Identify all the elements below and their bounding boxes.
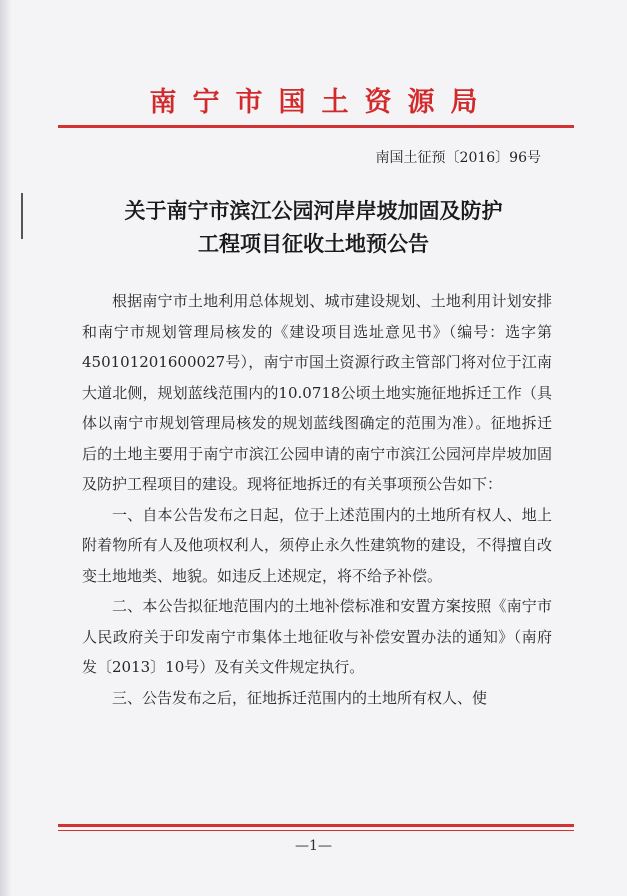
notice-title: [0, 194, 627, 260]
paragraph-item-1: 一、自本公告发布之日起，位于上述范围内的土地所有权人、地上附着物所有人及他项权利人，须停止永久性建筑物的建设，不得擅自改变土地地类、地貌。如违反上述规定，将不给予补偿。: [82, 505, 552, 585]
paragraph-item-3: 三、公告发布之后，征地拆迁范围内的土地所有权人、使: [112, 688, 488, 707]
page-edge-shadow: [0, 0, 12, 896]
red-footer-rule-thick: [58, 824, 574, 827]
agency-header: 南宁市国土资源局: [149, 87, 494, 118]
notice-body: [82, 286, 552, 713]
paragraph-item-2: 二、本公告拟征地范围内的土地补偿标准和安置方案按照《南宁市人民政府关于印发南宁市集体土地征收与补偿安置办法的通知》（南府发〔2013〕10号）及有关文件规定执行。: [82, 597, 552, 676]
red-header-rule: [58, 125, 574, 128]
notice-title-line-1: 关于南宁市滨江公园河岸岸坡加固及防护: [124, 198, 503, 223]
paragraph-intro: 根据南宁市土地利用总体规划、城市建设规划、土地利用计划安排和南宁市规划管理局核发的《建设项目选址意见书》（编号：选字第450101201600027号），南宁市国土资源行政主管部门将对位于江南大道北侧，规划蓝线范围内的10.0718公顷土地实施征地拆迁工作（具体以南宁市规划管理局核发的规划蓝线图确定的范围为准）。征地拆迁后的土地主要用于南宁市滨江公园申请的南宁市滨江公园河岸岸坡加固及防护工程项目的建设。现将征地拆迁的有关事项预公告如下：: [82, 292, 552, 493]
page-number: —1—: [295, 838, 332, 854]
notice-title-line-2: 工程项目征收土地预公告: [198, 231, 429, 256]
red-footer-rule-thin: [58, 830, 574, 831]
document-number: 南国土征预〔2016〕96号: [375, 150, 541, 166]
